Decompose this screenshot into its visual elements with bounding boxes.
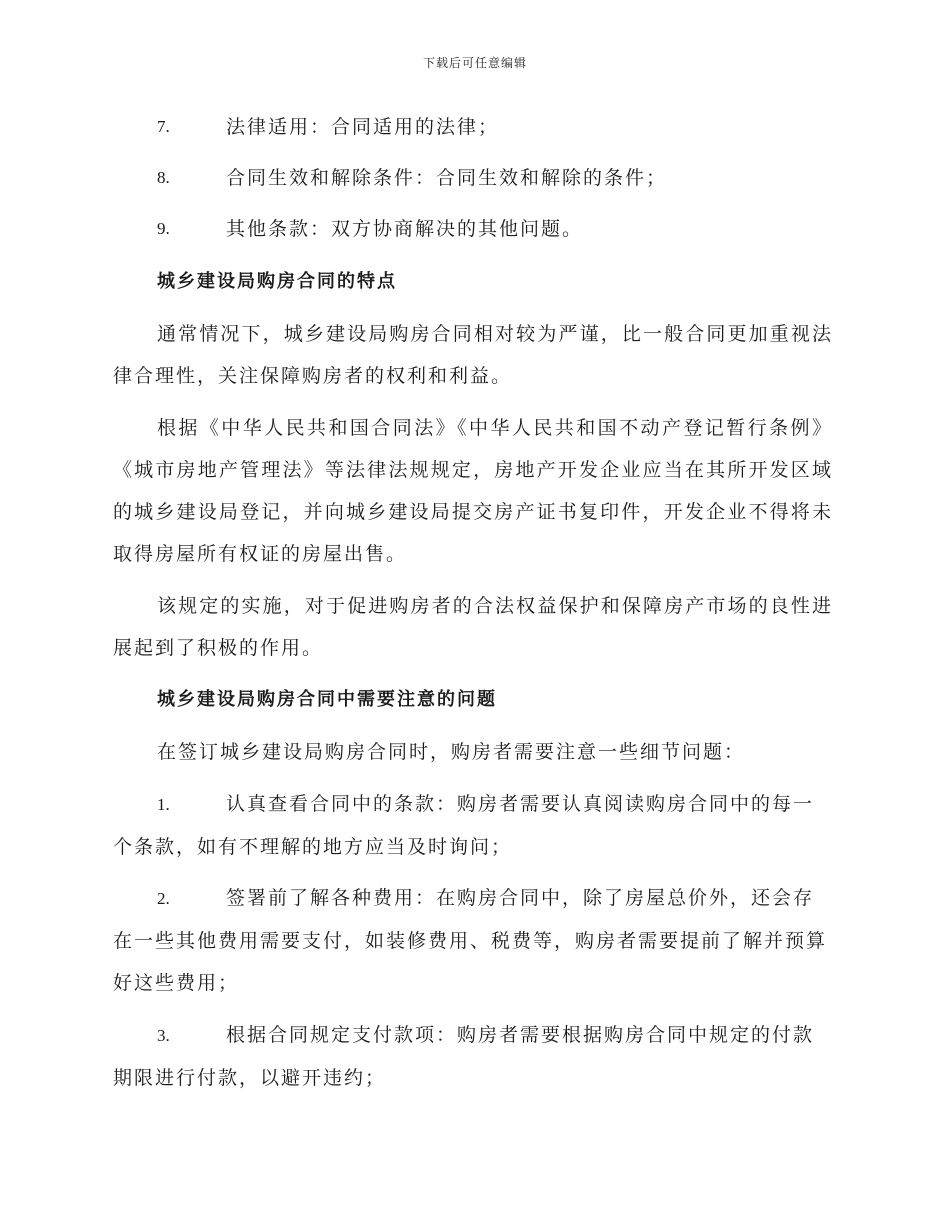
list-item [113,783,833,868]
list-item-number: 2. [157,889,170,908]
list-item-number: 8. [157,168,170,187]
notes-item-1 [113,783,833,868]
list-item-text: 合同生效和解除条件：合同生效和解除的条件； [226,167,668,189]
notes-item-2 [113,877,833,1004]
paragraph: 根据《中华人民共和国合同法》《中华人民共和国不动产登记暂行条例》《城市房地产管理法》等法律法规规定，房地产开发企业应当在其所开发区域的城乡建设局登记，并向城乡建设局提交房产证书复印件，开发企业不得将未取得房屋所有权证的房屋出售。 [113,417,833,565]
paragraph: 在签订城乡建设局购房合同时，购房者需要注意一些细节问题： [157,741,746,763]
list-item [113,877,833,1004]
list-item [113,106,833,148]
list-item [113,157,833,199]
list-item-text: 法律适用：合同适用的法律； [226,116,500,138]
paragraph: 通常情况下，城乡建设局购房合同相对较为严谨，比一般合同更加重视法律合理性，关注保障购房者的权利和利益。 [113,323,833,387]
section-notes-intro [113,731,833,773]
list-item-number: 7. [157,117,170,136]
section-features [113,261,833,303]
list-item [113,1014,833,1099]
section-notes [113,679,833,721]
page-header: 下载后可任意编辑 [422,56,527,70]
list-top [113,106,833,250]
section-features-paragraph-3 [113,585,833,669]
list-item-text: 认真查看合同中的条款：购房者需要认真阅读购房合同中的每一个条款，如有不理解的地方应当及时询问； [113,793,815,858]
paragraph: 该规定的实施，对于促进购房者的合法权益保护和保障房产市场的良性进展起到了积极的作用。 [113,595,833,659]
list-item-number: 3. [157,1026,170,1045]
section-heading: 城乡建设局购房合同中需要注意的问题 [157,689,497,710]
list-item [113,208,833,250]
section-features-paragraph-2 [113,407,833,575]
list-item-number: 1. [157,795,170,814]
notes-item-3 [113,1014,833,1099]
section-features-paragraph-1 [113,313,833,397]
list-item-text: 其他条款：双方协商解决的其他问题。 [226,218,584,240]
list-item-text: 签署前了解各种费用：在购房合同中，除了房屋总价外，还会存在一些其他费用需要支付，如装修费用、税费等，购房者需要提前了解并预算好这些费用； [113,887,828,994]
list-item-number: 9. [157,219,170,238]
section-heading: 城乡建设局购房合同的特点 [157,271,397,292]
list-item-text: 根据合同规定支付款项：购房者需要根据购房合同中规定的付款期限进行付款，以避开违约； [113,1024,815,1089]
